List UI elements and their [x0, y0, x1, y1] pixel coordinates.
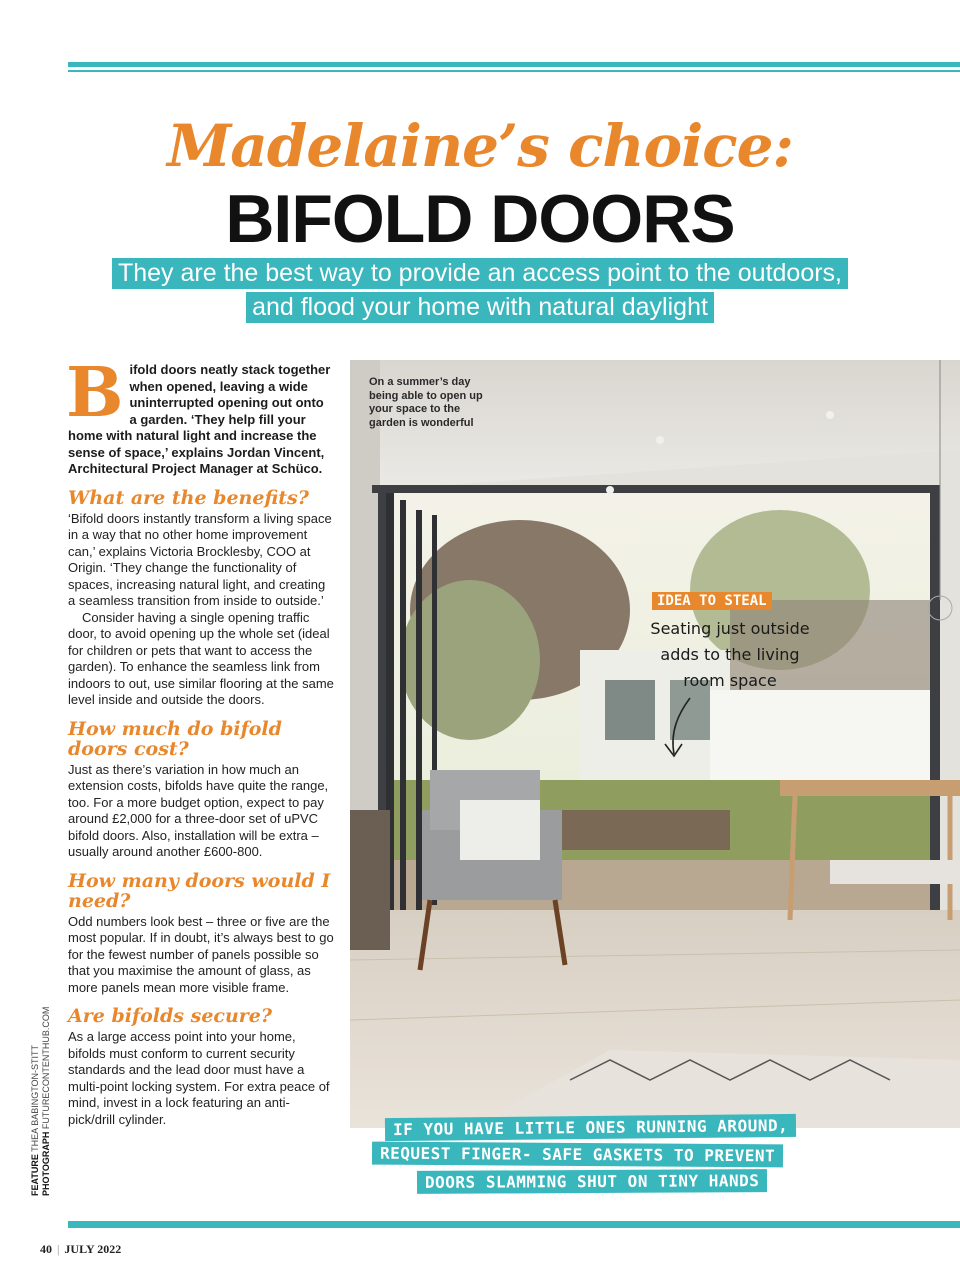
credit-label: FEATURE [30, 1154, 40, 1196]
drop-cap: B [66, 353, 124, 433]
kicker: Madelaine’s choice: [167, 112, 793, 180]
subheading-how-many: How many doors would I need? [68, 869, 331, 912]
tip-banner-line-1: IF YOU HAVE LITTLE ONES RUNNING AROUND, [385, 1114, 796, 1141]
room-illustration [350, 360, 960, 1128]
room-photo [350, 360, 960, 1128]
standfirst-line-2 [0, 292, 960, 323]
standfirst-text: They are the best way to provide an access point to the outdoors, [112, 258, 848, 289]
issue-date: JULY 2022 [64, 1242, 122, 1256]
body-paragraph: Odd numbers look best – three or five are the most popular. If in doubt, it’s always best to go for the fewest number of panels possible so that you maximise the amount of glass, as more panels mean more visible frame. [68, 913, 334, 995]
top-rule [68, 62, 960, 72]
idea-text: Seating just outside adds to the living room space [650, 619, 810, 690]
intro-paragraph [66, 353, 334, 478]
credits [30, 986, 52, 1196]
page-footer: 40 | JULY 2022 [40, 1242, 122, 1256]
bottom-rule [68, 1218, 960, 1228]
photo-caption: On a summer’s day being able to open up your space to the garden is wonderful [369, 376, 483, 429]
subheading-cost: How much do bifold doors cost? [68, 717, 282, 760]
standfirst-text: and flood your home with natural daylight [246, 292, 714, 323]
standfirst-line-1 [0, 258, 960, 289]
credit-value: FUTURECONTENTHUB.COM [41, 1006, 51, 1130]
credit-label: PHOTOGRAPH [41, 1131, 51, 1196]
idea-tag: IDEA TO STEAL [652, 592, 772, 610]
body-paragraph: ‘Bifold doors instantly transform a living space in a way that no other home improvement can,’ explains Victoria Brocklesby, COO at Origin. ‘They change the functionality of spaces, increasing natural light, and creating a seamless transition from inside to outside.’ [68, 510, 332, 608]
arrow-down-icon [660, 694, 700, 764]
body-paragraph: Just as there’s variation in how much an extension costs, bifolds have quite the range, too. For a more budget option, expect to pay around £2,000 for a three-door set of uPVC bifold doors. Also, installation will be extra – usually around another £600-800. [68, 761, 329, 859]
subheading-secure: Are bifolds secure? [68, 1005, 273, 1027]
body-paragraph: Consider having a single opening traffic door, to avoid opening up the whole set (ideal for children or pets that want to access the garden). To enhance the seamless link from indoors to out, use similar flooring at the same level inside and outside the doors. [68, 609, 334, 707]
headline: BIFOLD DOORS [225, 181, 735, 257]
page-number: 40 [40, 1242, 52, 1256]
tip-banner-line-2: REQUEST FINGER- SAFE GASKETS TO PREVENT [372, 1142, 783, 1168]
subheading-benefits: What are the benefits? [68, 486, 309, 509]
article-column [66, 353, 334, 1128]
body-paragraph: As a large access point into your home, bifolds must conform to current security standards and the lead door must have a multi-point locking system. For extra peace of mind, invest in a lock featuring an anti-pick/drill cylinder. [68, 1029, 330, 1127]
intro-text: ifold doors neatly stack together when opened, leaving a wide uninterrupted opening out onto a garden. ‘They help fill your home with natural light and increase the sense of space,’ explains Jordan Vincent, Architectural Project Manager at Schüco. [68, 362, 331, 476]
credit-value: THEA BABINGTON-STITT [30, 1044, 40, 1152]
tip-banner-line-3: DOORS SLAMMING SHUT ON TINY HANDS [417, 1169, 768, 1194]
